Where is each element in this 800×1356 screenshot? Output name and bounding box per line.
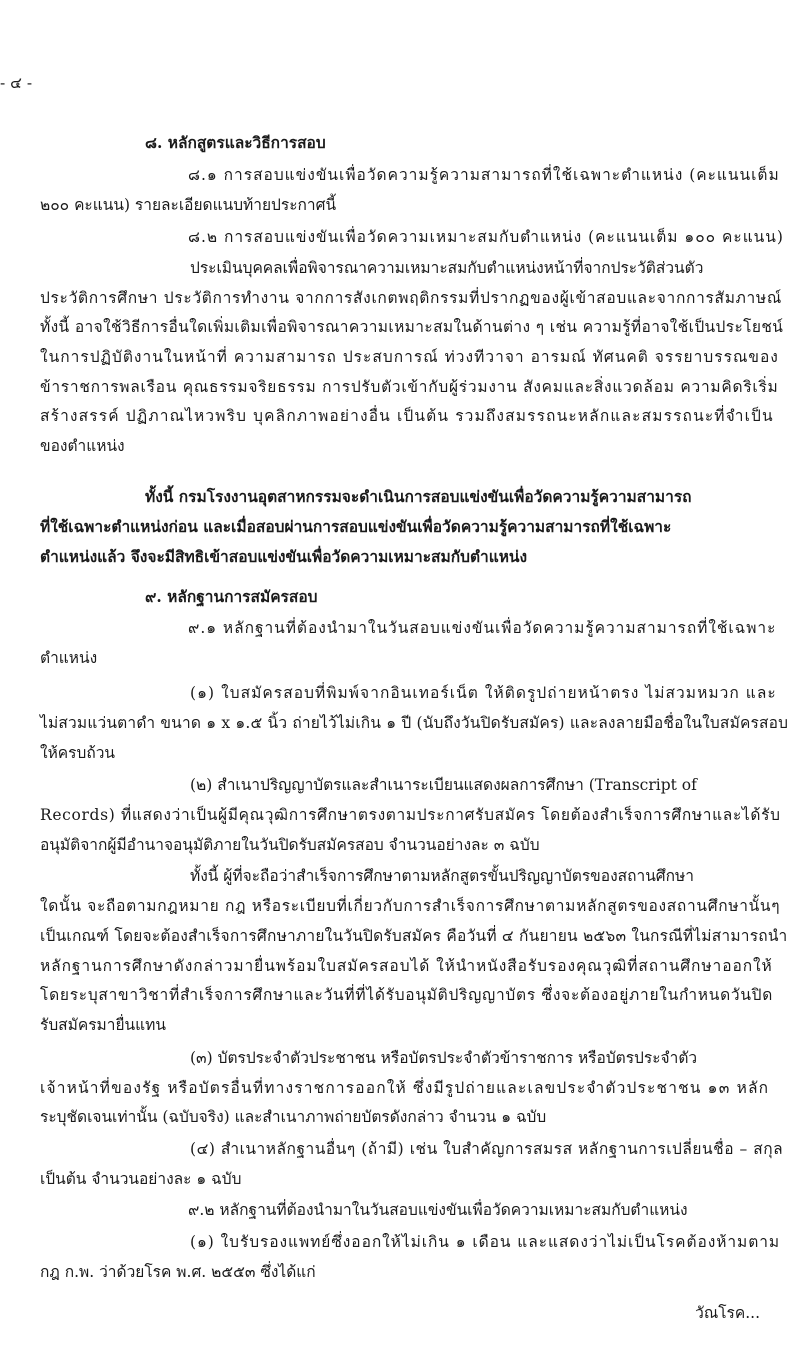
text-line-i2-h: โดยระบุสาขาวิชาที่สำเร็จการศึกษาและวันที่ที่ได้รับอนุมัติปริญญาบัตร ซึ่งจะต้องอยู่ภายในกำหนดวันปิด <box>40 986 774 1004</box>
text-line-i3-c: ระบุชัดเจนเท่านั้น (ฉบับจริง) และสำเนาภาพถ่ายบัตรดังกล่าว จำนวน ๑ ฉบับ <box>40 1108 547 1126</box>
text-line-s9-heading: ๙. หลักฐานการสมัครสอบ <box>145 587 318 606</box>
text-line-s8-1-a: ๘.๑ การสอบแข่งขันเพื่อวัดความรู้ความสามารถที่ใช้เฉพาะตำแหน่ง (คะแนนเต็ม <box>188 166 780 184</box>
text-line-i1-a: (๑) ใบสมัครสอบที่พิมพ์จากอินเทอร์เน็ต ให้ติดรูปถ่ายหน้าตรง ไม่สวมหมวก และ <box>190 684 777 702</box>
text-line-s8-heading: ๘. หลักสูตรและวิธีการสอบ <box>145 133 326 152</box>
text-line-eval-4: ในการปฏิบัติงานในหน้าที่ ความสามารถ ประสบการณ์ ท่วงทีวาจา อารมณ์ ทัศนคติ จรรยาบรรณของ <box>40 348 779 366</box>
text-line-eval-7: ของตำแหน่ง <box>40 437 125 455</box>
text-line-i3-a: (๓) บัตรประจำตัวประชาชน หรือบัตรประจำตัวข้าราชการ หรือบัตรประจำตัว <box>190 1049 698 1067</box>
text-line-i2-b: Records) ที่แสดงว่าเป็นผู้มีคุณวุฒิการศึกษาตรงตามประกาศรับสมัคร โดยต้องสำเร็จการศึกษาและได้รับ <box>40 806 781 824</box>
text-line-i2-a: (๒) สำเนาปริญญาบัตรและสำเนาระเบียนแสดงผลการศึกษา (Transcript of <box>190 776 697 794</box>
text-line-i1-b: ไม่สวมแว่นตาดำ ขนาด ๑ x ๑.๕ นิ้ว ถ่ายไว้ไม่เกิน ๑ ปี (นับถึงวันปิดรับสมัคร) และลงลายมือชื่อในใบสมัครสอบ <box>40 714 789 732</box>
text-line-eval-5: ข้าราชการพลเรือน คุณธรรมจริยธรรม การปรับตัวเข้ากับผู้ร่วมงาน สังคมและสิ่งแวดล้อม ความคิดริเริ่ม <box>40 378 779 396</box>
text-line-i2-f: เป็นเกณฑ์ โดยจะต้องสำเร็จการศึกษาภายในวันปิดรับสมัคร คือวันที่ ๔ กันยายน ๒๕๖๓ ในกรณีที่ไม่สามารถนำ <box>40 927 788 945</box>
text-line-note-3: ตำแหน่งแล้ว จึงจะมีสิทธิเข้าสอบแข่งขันเพื่อวัดความเหมาะสมกับตำแหน่ง <box>40 547 528 566</box>
text-line-eval-1: ประเมินบุคคลเพื่อพิจารณาความเหมาะสมกับตำแหน่งหน้าที่จากประวัติส่วนตัว <box>190 259 704 277</box>
page-number: - ๔ - <box>0 74 33 92</box>
continuation-text: วัณโรค... <box>695 1304 760 1322</box>
text-line-eval-3: ทั้งนี้ อาจใช้วิธีการอื่นใดเพิ่มเติมเพื่อพิจารณาความเหมาะสมในด้านต่าง ๆ เช่น ความรู้ที่อาจใช้เป็นประโยชน์ <box>40 318 784 336</box>
text-line-s8-1-b: ๒๐๐ คะแนน) รายละเอียดแนบท้ายประกาศนี้ <box>40 196 337 214</box>
text-line-s9-1-b: ตำแหน่ง <box>40 649 98 667</box>
text-line-note-1: ทั้งนี้ กรมโรงงานอุตสาหกรรมจะดำเนินการสอบแข่งขันเพื่อวัดความรู้ความสามารถ <box>145 487 692 506</box>
text-line-i2-g: หลักฐานการศึกษาดังกล่าวมายื่นพร้อมใบสมัครสอบได้ ให้นำหนังสือรับรองคุณวุฒิที่สถานศึกษาออกให้ <box>40 957 773 975</box>
text-line-m1-b: กฎ ก.พ. ว่าด้วยโรค พ.ศ. ๒๕๕๓ ซึ่งได้แก่ <box>40 1263 316 1281</box>
text-line-s9-1-a: ๙.๑ หลักฐานที่ต้องนำมาในวันสอบแข่งขันเพื่อวัดความรู้ความสามารถที่ใช้เฉพาะ <box>188 619 777 637</box>
text-line-s8-2: ๘.๒ การสอบแข่งขันเพื่อวัดความเหมาะสมกับตำแหน่ง (คะแนนเต็ม ๑๐๐ คะแนน) <box>188 228 784 246</box>
text-line-i2-e: ใดนั้น จะถือตามกฎหมาย กฎ หรือระเบียบที่เกี่ยวกับการสำเร็จการศึกษาตามหลักสูตรของสถานศึกษานั้นๆ <box>40 897 781 915</box>
text-line-m1-a: (๑) ใบรับรองแพทย์ซึ่งออกให้ไม่เกิน ๑ เดือน และแสดงว่าไม่เป็นโรคต้องห้ามตาม <box>190 1233 781 1251</box>
text-line-i4-a: (๔) สำเนาหลักฐานอื่นๆ (ถ้ามี) เช่น ใบสำคัญการสมรส หลักฐานการเปลี่ยนชื่อ – สกุล <box>190 1140 784 1158</box>
text-line-eval-6: สร้างสรรค์ ปฏิภาณไหวพริบ บุคลิกภาพอย่างอื่น เป็นต้น รวมถึงสมรรถนะหลักและสมรรถนะที่จำเป็น <box>40 407 774 425</box>
text-line-i2-d: ทั้งนี้ ผู้ที่จะถือว่าสำเร็จการศึกษาตามหลักสูตรขั้นปริญญาบัตรของสถานศึกษา <box>190 867 694 885</box>
text-line-i1-c: ให้ครบถ้วน <box>40 744 116 762</box>
text-line-i3-b: เจ้าหน้าที่ของรัฐ หรือบัตรอื่นที่ทางราชการออกให้ ซึ่งมีรูปถ่ายและเลขประจำตัวประชาชน ๑๓ หลัก <box>40 1079 770 1097</box>
text-line-i2-i: รับสมัครมายื่นแทน <box>40 1016 166 1034</box>
text-line-i2-c: อนุมัติจากผู้มีอำนาจอนุมัติภายในวันปิดรับสมัครสอบ จำนวนอย่างละ ๓ ฉบับ <box>40 836 540 854</box>
text-line-i4-b: เป็นต้น จำนวนอย่างละ ๑ ฉบับ <box>40 1170 242 1188</box>
text-line-note-2: ที่ใช้เฉพาะตำแหน่งก่อน และเมื่อสอบผ่านการสอบแข่งขันเพื่อวัดความรู้ความสามารถที่ใช้เฉพาะ <box>40 517 672 536</box>
text-line-s9-2: ๙.๒ หลักฐานที่ต้องนำมาในวันสอบแข่งขันเพื่อวัดความเหมาะสมกับตำแหน่ง <box>188 1201 688 1219</box>
text-line-eval-2: ประวัติการศึกษา ประวัติการทำงาน จากการสังเกตพฤติกรรมที่ปรากฏของผู้เข้าสอบและจากการสัมภาษณ์ <box>40 289 782 307</box>
